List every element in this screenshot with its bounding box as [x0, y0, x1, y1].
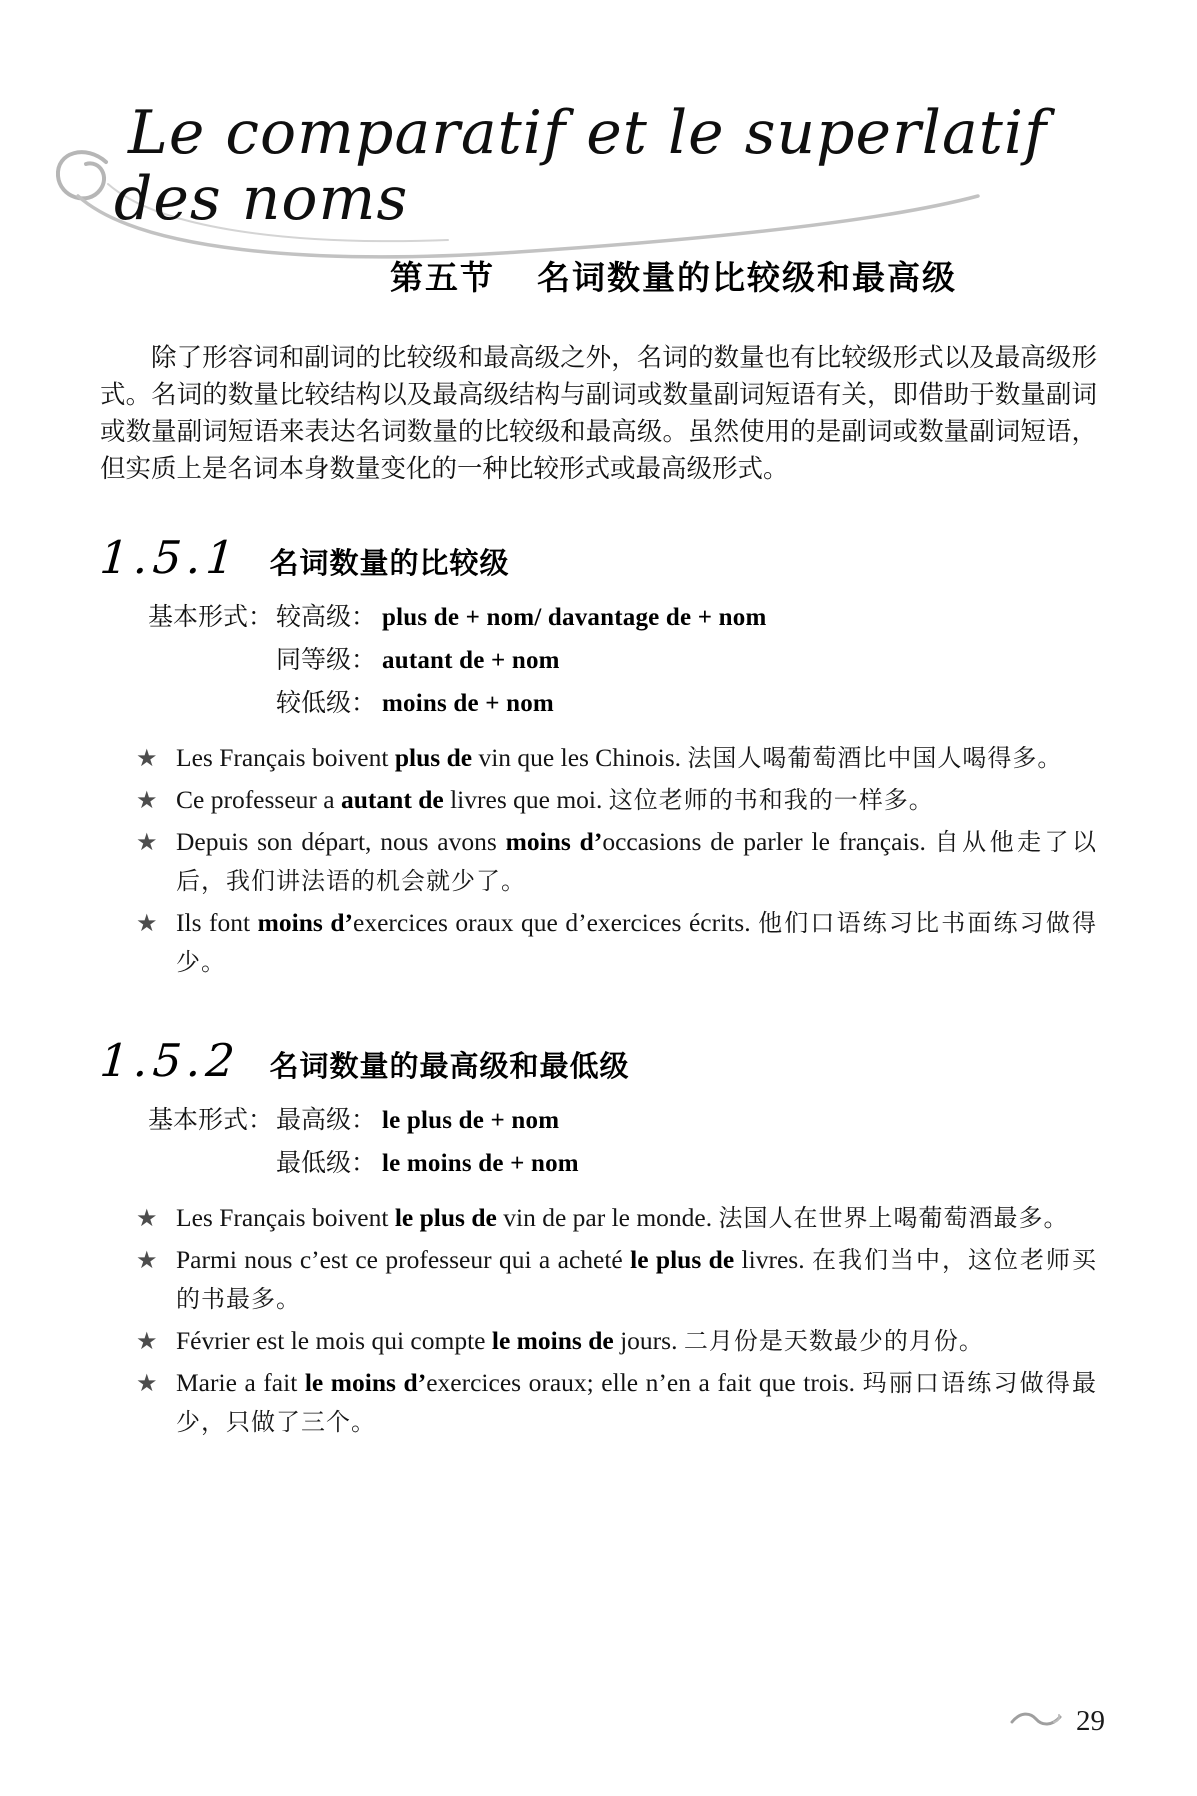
- star-bullet-icon: ★: [136, 1369, 158, 1397]
- example-chinese-translation: 他们口语练习比书面练习做得少。: [176, 911, 1098, 976]
- example-item: [100, 781, 1097, 820]
- chapter-script-title-line1: Le comparatif et le superlatif: [128, 98, 1048, 168]
- section-title: 名词数量的比较级: [269, 548, 510, 580]
- form-row: [148, 682, 1097, 725]
- chapter-heading: [100, 252, 1097, 299]
- base-form-label: 基本形式：: [148, 1107, 274, 1134]
- example-french-text: Depuis son départ, nous avons: [176, 827, 506, 856]
- section-title: 名词数量的最高级和最低级: [269, 1051, 630, 1083]
- example-french-text: exercices oraux que d’exercices écrits.: [353, 908, 759, 937]
- example-chinese-translation: 法国人在世界上喝葡萄酒最多。: [718, 1206, 1069, 1232]
- examples-list: [100, 739, 1097, 982]
- base-forms-block: [100, 1099, 1097, 1185]
- section-heading: [100, 1034, 1097, 1087]
- example-chinese-translation: 自从他走了以后，我们讲法语的机会就少了。: [176, 830, 1098, 895]
- example-french-text: Février est le mois qui compte: [176, 1326, 492, 1355]
- form-degree-label: 最高级：: [276, 1107, 377, 1134]
- chapter-section-label: 第五节: [390, 259, 495, 296]
- example-french-text: livres que moi.: [443, 785, 609, 814]
- section-heading: [100, 531, 1097, 584]
- example-bold-phrase: le plus de: [394, 1203, 497, 1232]
- example-chinese-translation: 玛丽口语练习做得最少，只做了三个。: [176, 1371, 1098, 1436]
- example-french-text: Parmi nous c’est ce professeur qui a acheté: [176, 1245, 631, 1274]
- base-form-label: 基本形式：: [148, 604, 274, 631]
- example-item: [100, 1199, 1097, 1238]
- example-item: [100, 904, 1097, 982]
- example-bold-phrase: le moins de: [491, 1326, 614, 1355]
- form-degree-label: 较低级：: [276, 690, 377, 717]
- form-pattern: le moins de + nom: [382, 1150, 579, 1177]
- star-bullet-icon: ★: [136, 1246, 158, 1274]
- example-french-text: Les Français boivent: [176, 743, 395, 772]
- example-bold-phrase: le plus de: [630, 1245, 735, 1274]
- example-item: [100, 823, 1097, 901]
- section-1-5-1: [100, 531, 1097, 982]
- form-row: [148, 596, 1097, 639]
- example-chinese-translation: 在我们当中，这位老师买的书最多。: [176, 1248, 1098, 1313]
- star-bullet-icon: ★: [136, 1327, 158, 1355]
- example-chinese-translation: 二月份是天数最少的月份。: [683, 1329, 984, 1355]
- example-french-text: jours.: [613, 1326, 684, 1355]
- example-bold-phrase: plus de: [394, 743, 473, 772]
- section-1-5-2: [100, 1034, 1097, 1442]
- example-french-text: exercices oraux; elle n’en a fait que trois.: [426, 1368, 863, 1397]
- form-row: [148, 639, 1097, 682]
- form-degree-label: 最低级：: [276, 1150, 377, 1177]
- example-bold-phrase: moins d’: [257, 908, 354, 937]
- form-pattern: plus de + nom/ davantage de + nom: [382, 604, 767, 631]
- example-bold-phrase: moins d’: [505, 827, 603, 856]
- star-bullet-icon: ★: [136, 1204, 158, 1232]
- example-bold-phrase: autant de: [340, 785, 444, 814]
- form-degree-label: 较高级：: [276, 604, 377, 631]
- star-bullet-icon: ★: [136, 909, 158, 937]
- chapter-title-text: 名词数量的比较级和最高级: [537, 259, 957, 296]
- form-pattern: autant de + nom: [382, 647, 560, 674]
- form-row: [148, 1142, 1097, 1185]
- example-french-text: occasions de parler le français.: [602, 827, 935, 856]
- form-degree-label: 同等级：: [276, 647, 377, 674]
- example-item: [100, 1364, 1097, 1442]
- example-french-text: Marie a fait: [176, 1368, 305, 1397]
- star-bullet-icon: ★: [136, 786, 158, 814]
- page-number: 29: [1076, 1705, 1105, 1737]
- form-row: [148, 1099, 1097, 1142]
- page-footer: [1010, 1705, 1105, 1738]
- example-french-text: Ce professeur a: [176, 785, 341, 814]
- example-french-text: vin de par le monde.: [496, 1203, 719, 1232]
- form-pattern: le plus de + nom: [382, 1107, 560, 1134]
- example-item: [100, 1241, 1097, 1319]
- base-forms-block: [100, 596, 1097, 725]
- star-bullet-icon: ★: [136, 744, 158, 772]
- example-item: [100, 1322, 1097, 1361]
- example-french-text: livres.: [734, 1245, 812, 1274]
- footer-flourish-icon: [1010, 1710, 1062, 1733]
- star-bullet-icon: ★: [136, 828, 158, 856]
- example-french-text: vin que les Chinois.: [472, 743, 688, 772]
- example-item: [100, 739, 1097, 778]
- intro-paragraph: 除了形容词和副词的比较级和最高级之外，名词的数量也有比较级形式以及最高级形式。名词的数量比较结构以及最高级结构与副词或数量副词短语有关，即借助于数量副词或数量副词短语来表达名词数量的比较级和最高级。虽然使用的是副词或数量副词短语，但实质上是名词本身数量变化的一种比较形式或最高级形式。: [100, 343, 1097, 483]
- chapter-header: [0, 0, 1197, 299]
- section-number: 1.5.2: [98, 1034, 242, 1087]
- example-chinese-translation: 法国人喝葡萄酒比中国人喝得多。: [687, 746, 1063, 772]
- example-french-text: Ils font: [176, 908, 258, 937]
- form-pattern: moins de + nom: [382, 690, 554, 717]
- chapter-script-title-line2: des noms: [114, 164, 409, 234]
- section-number: 1.5.1: [98, 531, 242, 584]
- example-bold-phrase: le moins d’: [304, 1368, 427, 1397]
- examples-list: [100, 1199, 1097, 1442]
- example-french-text: Les Français boivent: [176, 1203, 395, 1232]
- example-chinese-translation: 这位老师的书和我的一样多。: [608, 788, 934, 814]
- chapter-script-title: [114, 96, 1097, 236]
